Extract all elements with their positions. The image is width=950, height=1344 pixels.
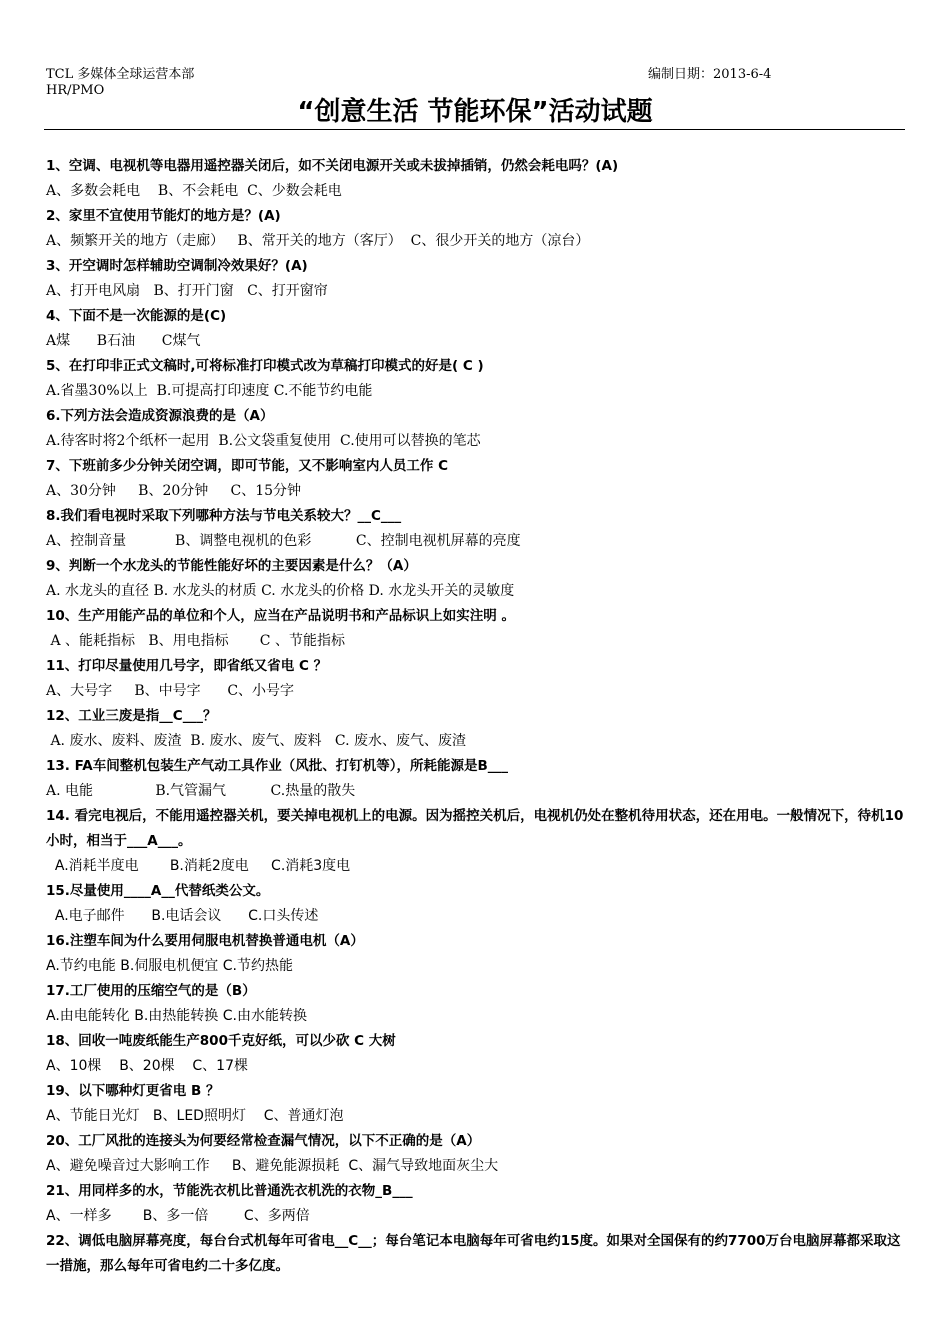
- page-title: “创意生活 节能环保”活动试题: [297, 97, 653, 127]
- question-15-text: 15.尽量使用____A__代替纸类公文。: [46, 883, 270, 899]
- dept-name: HR/PMO: [46, 83, 105, 98]
- question-16-options: A.节约电能 B.伺服电机便宜 C.节约热能: [46, 958, 293, 974]
- question-14-options: A.消耗半度电 B.消耗2度电 C.消耗3度电: [46, 858, 351, 874]
- question-11-text: 11、打印尽量使用几号字，即省纸又省电 C ？: [46, 658, 328, 674]
- question-21-text: 21、用同样多的水，节能洗衣机比普通洗衣机洗的衣物_B___: [46, 1183, 413, 1199]
- org-name: TCL 多媒体全球运营本部: [46, 67, 195, 82]
- question-22-text: 22、调低电脑屏幕亮度，每台台式机每年可省电__C__；每台笔记本电脑每年可省电约15度。如果对全国保有的约7700万台电脑屏幕都采取这一措施，那么每年可省电约二十多亿度。: [46, 1233, 901, 1274]
- question-3-text: 3、开空调时怎样辅助空调制冷效果好？(A): [46, 258, 308, 274]
- question-5-options: A.省墨30%以上 B.可提高打印速度 C.不能节约电能: [46, 383, 373, 399]
- compile-date: 编制日期：2013-6-4: [648, 67, 772, 82]
- question-18-text: 18、回收一吨废纸能生产800千克好纸，可以少砍 C 大树: [46, 1033, 396, 1049]
- question-6-text: 6.下列方法会造成资源浪费的是（A）: [46, 408, 274, 424]
- question-17-text: 17.工厂使用的压缩空气的是（B）: [46, 983, 256, 999]
- question-18-options: A、10棵 B、20棵 C、17棵: [46, 1058, 249, 1074]
- question-14-text: 14. 看完电视后，不能用遥控器关机，要关掉电视机上的电源。因为摇控关机后，电视机仍处在整机待用状态，还在用电。一般情况下，待机10小时，相当于___A___。: [46, 808, 904, 849]
- question-7-options: A、30分钟 B、20分钟 C、15分钟: [46, 483, 302, 499]
- question-13-options: A. 电能 B.气管漏气 C.热量的散失: [46, 783, 356, 799]
- title-divider: [44, 129, 905, 130]
- question-8-options: A、控制音量 B、调整电视机的色彩 C、控制电视机屏幕的亮度: [46, 533, 521, 549]
- question-10-options: A 、能耗指标 B、用电指标 C 、节能指标: [46, 633, 345, 649]
- question-4-text: 4、下面不是一次能源的是(C): [46, 308, 227, 324]
- question-11-options: A、大号字 B、中号字 C、小号字: [46, 683, 295, 699]
- question-20-text: 20、工厂风批的连接头为何要经常检查漏气情况，以下不正确的是（A）: [46, 1133, 481, 1149]
- question-1-text: 1、空调、电视机等电器用遥控器关闭后，如不关闭电源开关或未拔掉插销，仍然会耗电吗？(A): [46, 158, 619, 174]
- question-2-options: A、频繁开关的地方（走廊） B、常开关的地方（客厅） C、很少开关的地方（凉台）: [46, 233, 590, 249]
- question-1-options: A、多数会耗电 B、不会耗电 C、少数会耗电: [46, 183, 342, 199]
- question-7-text: 7、下班前多少分钟关闭空调，即可节能，又不影响室内人员工作 C: [46, 458, 448, 474]
- question-17-options: A.由电能转化 B.由热能转换 C.由水能转换: [46, 1008, 307, 1024]
- question-12-text: 12、工业三废是指__C___？: [46, 708, 217, 724]
- question-9-text: 9、判断一个水龙头的节能性能好坏的主要因素是什么？（A）: [46, 558, 417, 574]
- question-19-options: A、节能日光灯 B、LED照明灯 C、普通灯泡: [46, 1108, 344, 1124]
- question-10-text: 10、生产用能产品的单位和个人，应当在产品说明书和产品标识上如实注明 。: [46, 608, 515, 624]
- question-12-options: A. 废水、废料、废渣 B. 废水、废气、废料 C. 废水、废气、废渣: [46, 733, 467, 749]
- question-4-options: A煤 B石油 C煤气: [46, 333, 201, 349]
- question-5-text: 5、在打印非正式文稿时,可将标准打印模式改为草稿打印模式的好是( C ): [46, 358, 484, 374]
- question-19-text: 19、以下哪种灯更省电 B ？: [46, 1083, 220, 1099]
- question-16-text: 16.注塑车间为什么要用伺服电机替换普通电机（A）: [46, 933, 364, 949]
- question-20-options: A、避免噪音过大影响工作 B、避免能源损耗 C、漏气导致地面灰尘大: [46, 1158, 499, 1174]
- question-13-text: 13. FA车间整机包装生产气动工具作业（风批、打钉机等），所耗能源是B___: [46, 758, 509, 774]
- question-6-options: A.待客时将2个纸杯一起用 B.公文袋重复使用 C.使用可以替换的笔芯: [46, 433, 481, 449]
- question-2-text: 2、家里不宜使用节能灯的地方是？(A): [46, 208, 281, 224]
- question-3-options: A、打开电风扇 B、打开门窗 C、打开窗帘: [46, 283, 328, 299]
- question-15-options: A.电子邮件 B.电话会议 C.口头传述: [46, 908, 319, 924]
- question-21-options: A、一样多 B、多一倍 C、多两倍: [46, 1208, 310, 1224]
- question-9-options: A. 水龙头的直径 B. 水龙头的材质 C. 水龙头的价格 D. 水龙头开关的灵敏度: [46, 583, 515, 599]
- question-list: [46, 154, 908, 1279]
- question-8-text: 8.我们看电视时采取下列哪种方法与节电关系较大？__C___: [46, 508, 402, 524]
